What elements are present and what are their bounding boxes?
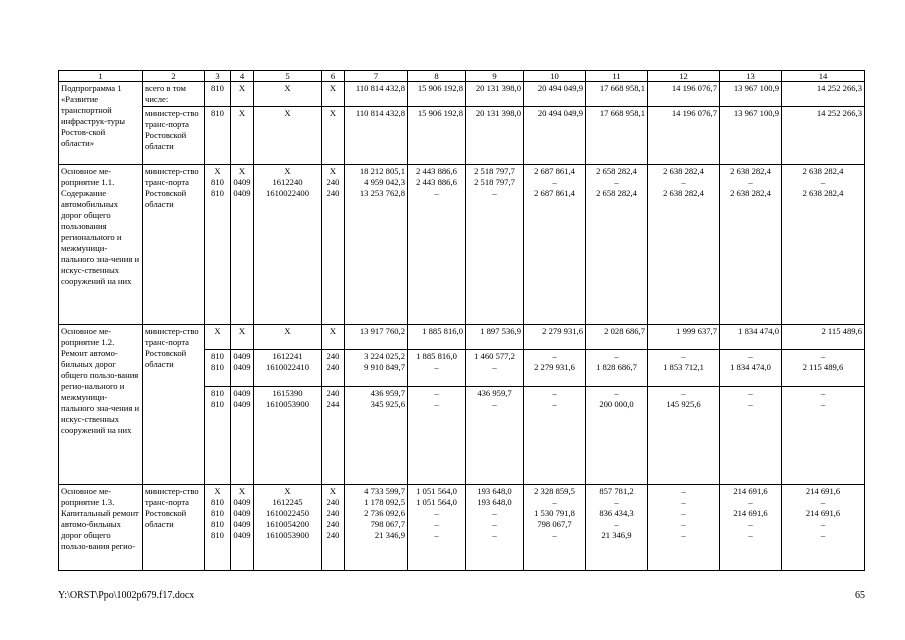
table-cell: 810 810 [205,387,231,485]
table-cell: 14 252 266,3 [782,107,865,165]
table-row [59,325,865,350]
table-cell: 2 028 686,7 [586,325,648,350]
table-cell: – 1 828 686,7 [586,350,648,387]
table-cell: 2 638 282,4 – 2 638 282,4 [782,165,865,325]
executor-cell: всего в том числе: [143,82,205,107]
table-cell: Х 0409 0409 0409 0409 [231,485,254,571]
table-cell: Х [231,325,254,350]
table-cell: 193 648,0 193 648,0 – – – [466,485,524,571]
table-cell: 2 328 859,5 – 1 530 791,8 798 067,7 – [524,485,586,571]
table-cell: 13 917 760,2 [345,325,408,350]
activity-name-cell: Основное ме-роприятие 1.2. Ремонт автомо-бильных дорог общего пользо-вания регио-нального и межмуници-пального зна-чения и искус-ственных сооружений на них [59,325,143,485]
table-cell: – – [720,387,782,485]
table-cell: – – [408,387,466,485]
table-cell: 14 196 076,7 [648,107,720,165]
table-cell: 110 814 432,8 [345,82,408,107]
table-cell: 0409 0409 [231,350,254,387]
table-cell: 2 638 282,4 – 2 638 282,4 [648,165,720,325]
table-cell: 857 781,2 – 836 434,3 – 21 346,9 [586,485,648,571]
table-cell: 1 885 816,0 – [408,350,466,387]
executor-cell: министер-ство транс-порта Ростовской области [143,325,205,485]
page-number: 65 [855,590,865,601]
executor-cell: министер-ство транс-порта Ростовской области [143,165,205,325]
table-cell: 1 897 536,9 [466,325,524,350]
executor-cell: министер-ство транс-порта Ростовской области [143,107,205,165]
table-cell: 214 691,6 – 214 691,6 – – [782,485,865,571]
table-cell: 0409 0409 [231,387,254,485]
table-cell: Х [231,82,254,107]
header-cell: 14 [782,71,865,82]
table-cell: 436 959,7 345 925,6 [345,387,408,485]
header-cell: 3 [205,71,231,82]
table-cell: – 145 925,6 [648,387,720,485]
table-cell: Х 1612240 1610022400 [254,165,322,325]
activity-name-cell: Основное ме-роприятие 1.1. Содержание автомобильных дорог общего пользования регионального и межмуници-пального зна-чения и искус-ственных сооружений на них [59,165,143,325]
table-cell: 20 131 398,0 [466,82,524,107]
table-cell: Х [322,107,345,165]
table-cell: Х [254,107,322,165]
header-cell: 2 [143,71,205,82]
table-cell: 810 [205,107,231,165]
table-cell: 17 668 958,1 [586,82,648,107]
table-cell: – 2 279 931,6 [524,350,586,387]
table-cell: Х 240 240 240 240 [322,485,345,571]
table-cell: 14 196 076,7 [648,82,720,107]
header-cell: 13 [720,71,782,82]
table-row [59,485,865,571]
table-cell: Х 1612245 1610022450 1610054200 1610053900 [254,485,322,571]
program-name-cell: Подпрограмма 1 «Развитие транспортной инфраструк-туры Ростов-ской области» [59,82,143,165]
table-row [59,82,865,107]
header-cell: 8 [408,71,466,82]
table-cell: Х [254,325,322,350]
table-cell: 810 810 [205,350,231,387]
table-cell: Х [231,107,254,165]
table-row [59,165,865,325]
header-cell: 12 [648,71,720,82]
table-cell: – – – – – [648,485,720,571]
executor-cell: министер-ство транс-порта Ростовской области [143,485,205,571]
header-cell: 6 [322,71,345,82]
table-cell: 1 834 474,0 [720,325,782,350]
table-cell: 14 252 266,3 [782,82,865,107]
table-cell: – 2 115 489,6 [782,350,865,387]
table-cell: 20 494 049,9 [524,107,586,165]
table-cell: – 1 834 474,0 [720,350,782,387]
header-row [59,71,865,82]
table-cell: Х 810 810 810 810 [205,485,231,571]
header-cell: 5 [254,71,322,82]
table-cell: 810 [205,82,231,107]
table-cell: Х 0409 0409 [231,165,254,325]
table-cell: 110 814 432,8 [345,107,408,165]
table-cell: 1 885 816,0 [408,325,466,350]
activity-name-cell: Основное ме-роприятие 1.3. Капитальный ремонт автомо-бильных дорог общего пользо-вания регио- [59,485,143,571]
header-cell: 9 [466,71,524,82]
table-cell: 1 999 637,7 [648,325,720,350]
header-cell: 11 [586,71,648,82]
table-cell: Х [322,325,345,350]
header-cell: 1 [59,71,143,82]
table-cell: 1 460 577,2 – [466,350,524,387]
table-cell: Х [322,82,345,107]
table-cell: 214 691,6 – 214 691,6 – – [720,485,782,571]
table-cell: 2 115 489,6 [782,325,865,350]
header-cell: 4 [231,71,254,82]
header-cell: 7 [345,71,408,82]
table-cell: 2 658 282,4 – 2 658 282,4 [586,165,648,325]
table-cell: Х [254,82,322,107]
table-cell: 13 967 100,9 [720,107,782,165]
table-cell: 18 212 805,1 4 959 042,3 13 253 762,8 [345,165,408,325]
table-cell: 2 279 931,6 [524,325,586,350]
table-cell: – – [782,387,865,485]
table-cell: 1615390 1610053900 [254,387,322,485]
budget-table [58,70,865,571]
table-cell: 436 959,7 – [466,387,524,485]
table-cell: – – [524,387,586,485]
header-cell: 10 [524,71,586,82]
document-path: Y:\ORST\Ppo\1002p679.f17.docx [58,590,195,601]
table-cell: 240 244 [322,387,345,485]
table-cell: 15 906 192,8 [408,107,466,165]
table-cell: 13 967 100,9 [720,82,782,107]
table-cell: Х 240 240 [322,165,345,325]
table-cell: 2 443 886,6 2 443 886,6 – [408,165,466,325]
table-cell: 1 051 564,0 1 051 564,0 – – – [408,485,466,571]
table-cell: – 200 000,0 [586,387,648,485]
table-cell: 2 687 861,4 – 2 687 861,4 [524,165,586,325]
table-cell: Х [205,325,231,350]
table-cell: Х 810 810 [205,165,231,325]
table-row [59,107,865,165]
table-cell: 3 224 025,2 9 910 849,7 [345,350,408,387]
table-cell: 240 240 [322,350,345,387]
table-cell: 15 906 192,8 [408,82,466,107]
table-cell: 2 638 282,4 – 2 638 282,4 [720,165,782,325]
table-cell: 1612241 1610022410 [254,350,322,387]
table-cell: 17 668 958,1 [586,107,648,165]
table-cell: 2 518 797,7 2 518 797,7 – [466,165,524,325]
table-cell: – 1 853 712,1 [648,350,720,387]
table-cell: 4 733 599,7 1 178 092,5 2 736 092,6 798 067,7 21 346,9 [345,485,408,571]
table-cell: 20 494 049,9 [524,82,586,107]
table-cell: 20 131 398,0 [466,107,524,165]
